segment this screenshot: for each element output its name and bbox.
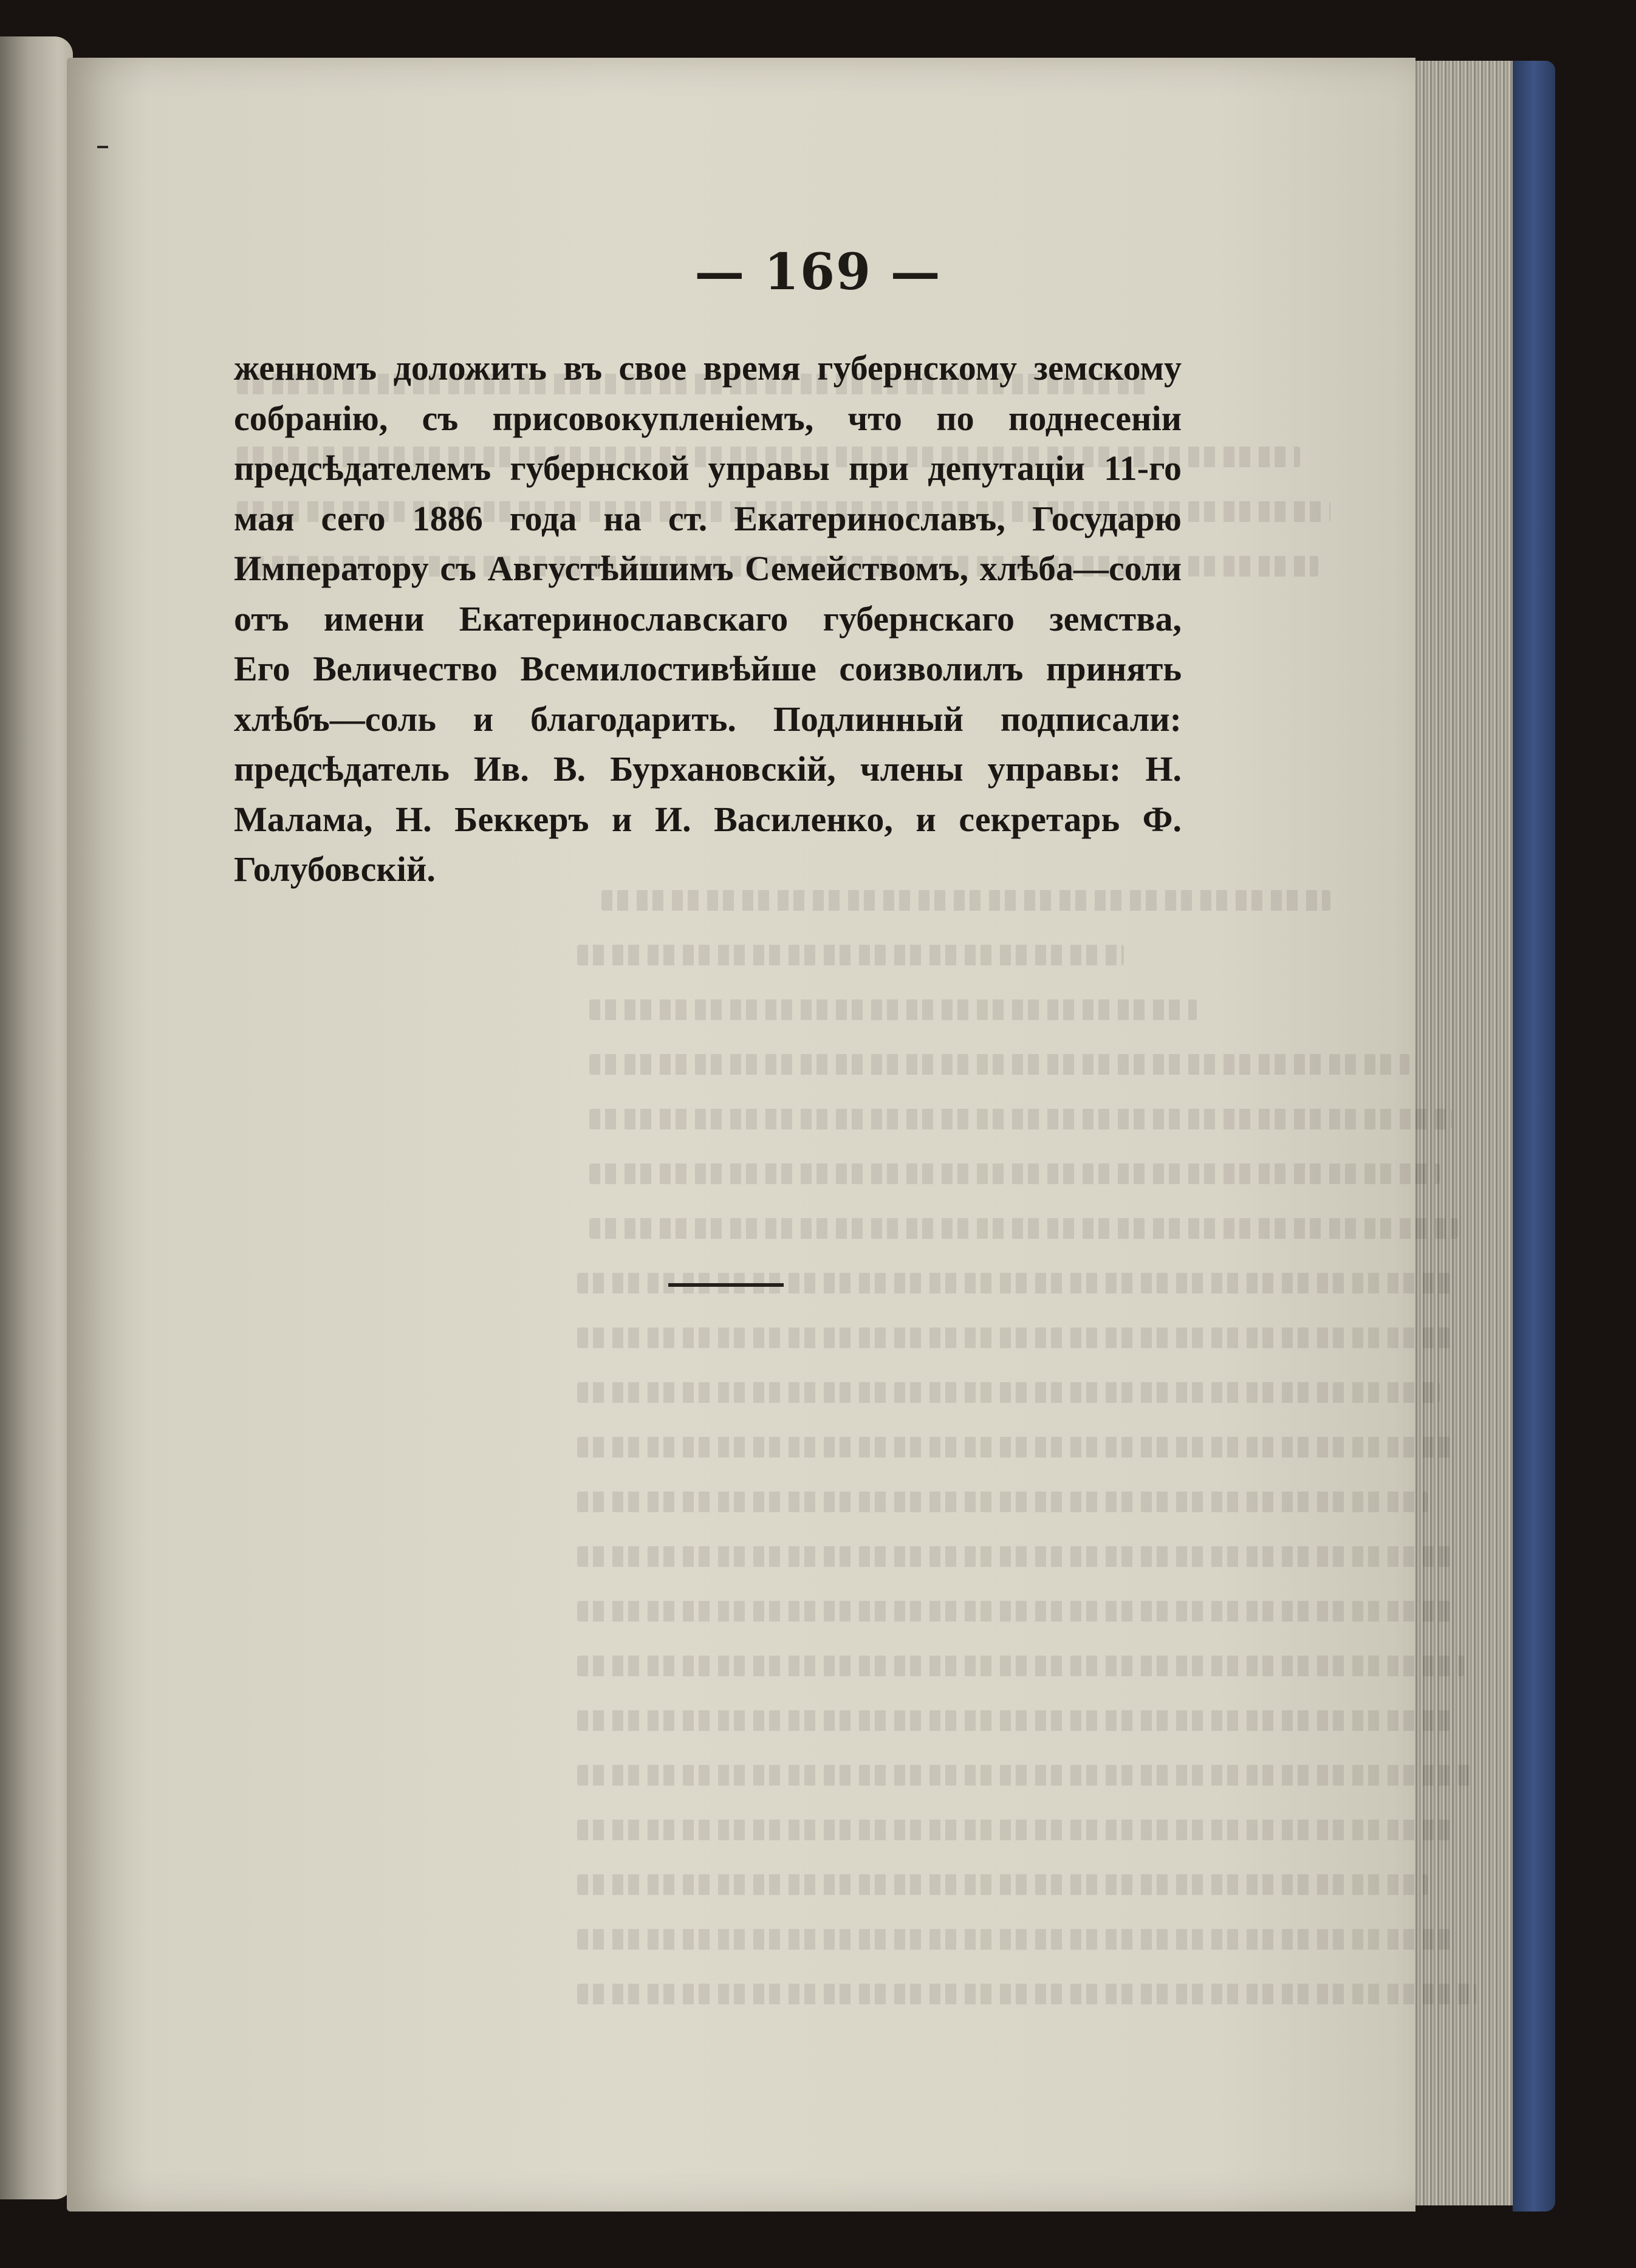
text-line: Императору съ Августѣйшимъ Семействомъ, хлѣба—соли bbox=[234, 549, 1182, 588]
text-line: предсѣдателемъ губернской управы при депутаціи 11-го bbox=[234, 448, 1182, 488]
book-cover-edge bbox=[1513, 61, 1555, 2211]
page-number: — 169 — bbox=[694, 243, 942, 301]
text-line: Малама, Н. Беккеръ и И. Василенко, и секретарь Ф. bbox=[234, 799, 1182, 839]
text-line: отъ имени Екатеринославскаго губернскаго земства, bbox=[234, 598, 1182, 639]
text-line: собранію, съ присовокупленіемъ, что по поднесеніи bbox=[234, 398, 1182, 438]
text-line: мая сего 1886 года на ст. Екатеринославъ, Государю bbox=[234, 498, 1182, 538]
text-line: хлѣбъ—соль и благодарить. Подлинный подписали: bbox=[234, 699, 1182, 739]
section-divider bbox=[668, 1283, 784, 1287]
text-line: Голубовскій. bbox=[234, 849, 436, 889]
left-page-edge bbox=[0, 36, 73, 2199]
text-line: предсѣдатель Ив. В. Бурхановскій, члены управы: Н. bbox=[234, 749, 1182, 789]
margin-mark bbox=[97, 146, 108, 148]
text-line: женномъ доложить въ свое время губернскому земскому bbox=[234, 348, 1182, 388]
text-line: Его Величество Всемилостивѣйше соизволилъ принять bbox=[234, 649, 1182, 688]
body-text bbox=[234, 343, 1182, 895]
